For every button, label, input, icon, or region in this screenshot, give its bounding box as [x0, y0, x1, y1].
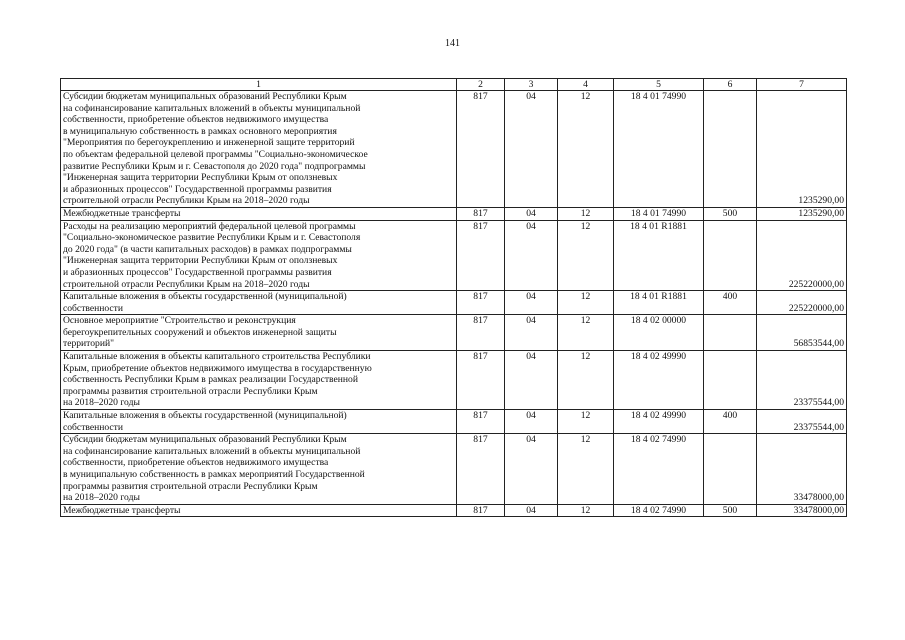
target-article-code: 18 4 02 49990 [614, 410, 704, 434]
expense-type-code: 500 [704, 207, 757, 220]
target-article-code: 18 4 02 74990 [614, 504, 704, 517]
column-header: 5 [614, 79, 704, 91]
section-code: 04 [505, 434, 558, 505]
column-header: 2 [457, 79, 505, 91]
target-article-code: 18 4 02 00000 [614, 315, 704, 351]
target-article-code: 18 4 01 74990 [614, 207, 704, 220]
target-article-code: 18 4 01 R1881 [614, 291, 704, 315]
section-code: 04 [505, 351, 558, 410]
ministry-code: 817 [457, 315, 505, 351]
amount: 225220000,00 [757, 291, 847, 315]
ministry-code: 817 [457, 434, 505, 505]
column-header: 1 [61, 79, 457, 91]
expense-type-code: 500 [704, 504, 757, 517]
ministry-code: 817 [457, 410, 505, 434]
amount: 33478000,00 [757, 434, 847, 505]
table-row [61, 91, 847, 208]
expense-type-code [704, 315, 757, 351]
subsection-code: 12 [558, 315, 614, 351]
section-code: 04 [505, 291, 558, 315]
amount: 1235290,00 [757, 207, 847, 220]
budget-table [60, 78, 847, 517]
row-description: Капитальные вложения в объекты капитального строительства Республики Крым, приобретение объектов недвижимого имущества в государственную собственность Республики Крым в рамках реализации Государственной программы развития строительной отрасли Республики Крым на 2018–2020 годы [61, 351, 457, 410]
expense-type-code: 400 [704, 410, 757, 434]
row-description: Субсидии бюджетам муниципальных образований Республики Крым на софинансирование капитальных вложений в объекты муниципальной собственности, приобретение объектов недвижимого имущества в муниципальную собственность в рамках основного мероприятия "Мероприятия по берегоукреплению и инженерной защите территорий по объектам федеральной целевой программы "Социально-экономическое развитие Республики Крым и г. Севастополя до 2020 года" подпрограммы "Инженерная защита территории Республики Крым от оползневых и абразионных процессов" Государственной программы развития строительной отрасли Республики Крым на 2018–2020 годы [61, 91, 457, 208]
expense-type-code [704, 351, 757, 410]
header-row [61, 79, 847, 91]
expense-type-code: 400 [704, 291, 757, 315]
row-description: Расходы на реализацию мероприятий федеральной целевой программы "Социально-экономическое развитие Республики Крым и г. Севастополя до 2020 года" (в части капитальных расходов) в рамках подпрограммы "Инженерная защита территории Республики Крым от оползневых и абразионных процессов" Государственной программы развития строительной отрасли Республики Крым на 2018–2020 годы [61, 220, 457, 291]
column-header: 7 [757, 79, 847, 91]
subsection-code: 12 [558, 220, 614, 291]
row-description: Капитальные вложения в объекты государственной (муниципальной) собственности [61, 291, 457, 315]
row-description: Субсидии бюджетам муниципальных образований Республики Крым на софинансирование капитальных вложений в объекты муниципальной собственности, приобретение объектов недвижимого имущества в муниципальную собственность в рамках мероприятий Государственной программы развития строительной отрасли Республики Крым на 2018–2020 годы [61, 434, 457, 505]
section-code: 04 [505, 315, 558, 351]
target-article-code: 18 4 01 R1881 [614, 220, 704, 291]
expense-type-code [704, 220, 757, 291]
row-description: Межбюджетные трансферты [61, 504, 457, 517]
ministry-code: 817 [457, 291, 505, 315]
amount: 23375544,00 [757, 410, 847, 434]
amount: 225220000,00 [757, 220, 847, 291]
amount: 23375544,00 [757, 351, 847, 410]
row-description: Капитальные вложения в объекты государственной (муниципальной) собственности [61, 410, 457, 434]
section-code: 04 [505, 220, 558, 291]
subsection-code: 12 [558, 207, 614, 220]
subsection-code: 12 [558, 434, 614, 505]
amount: 56853544,00 [757, 315, 847, 351]
ministry-code: 817 [457, 220, 505, 291]
expense-type-code [704, 91, 757, 208]
amount: 1235290,00 [757, 91, 847, 208]
page-number: 141 [445, 38, 460, 49]
subsection-code: 12 [558, 291, 614, 315]
column-header: 6 [704, 79, 757, 91]
target-article-code: 18 4 02 49990 [614, 351, 704, 410]
ministry-code: 817 [457, 504, 505, 517]
subsection-code: 12 [558, 91, 614, 208]
section-code: 04 [505, 410, 558, 434]
table-row [61, 351, 847, 410]
table-row [61, 434, 847, 505]
row-description: Межбюджетные трансферты [61, 207, 457, 220]
ministry-code: 817 [457, 351, 505, 410]
table-row [61, 410, 847, 434]
table-row [61, 220, 847, 291]
subsection-code: 12 [558, 504, 614, 517]
subsection-code: 12 [558, 410, 614, 434]
ministry-code: 817 [457, 91, 505, 208]
subsection-code: 12 [558, 351, 614, 410]
table-row [61, 291, 847, 315]
section-code: 04 [505, 504, 558, 517]
table-row [61, 207, 847, 220]
row-description: Основное мероприятие "Строительство и реконструкция берегоукрепительных сооружений и объектов инженерной защиты территорий" [61, 315, 457, 351]
column-header: 3 [505, 79, 558, 91]
section-code: 04 [505, 91, 558, 208]
table-row [61, 504, 847, 517]
column-header: 4 [558, 79, 614, 91]
section-code: 04 [505, 207, 558, 220]
ministry-code: 817 [457, 207, 505, 220]
amount: 33478000,00 [757, 504, 847, 517]
expense-type-code [704, 434, 757, 505]
target-article-code: 18 4 01 74990 [614, 91, 704, 208]
target-article-code: 18 4 02 74990 [614, 434, 704, 505]
table-row [61, 315, 847, 351]
